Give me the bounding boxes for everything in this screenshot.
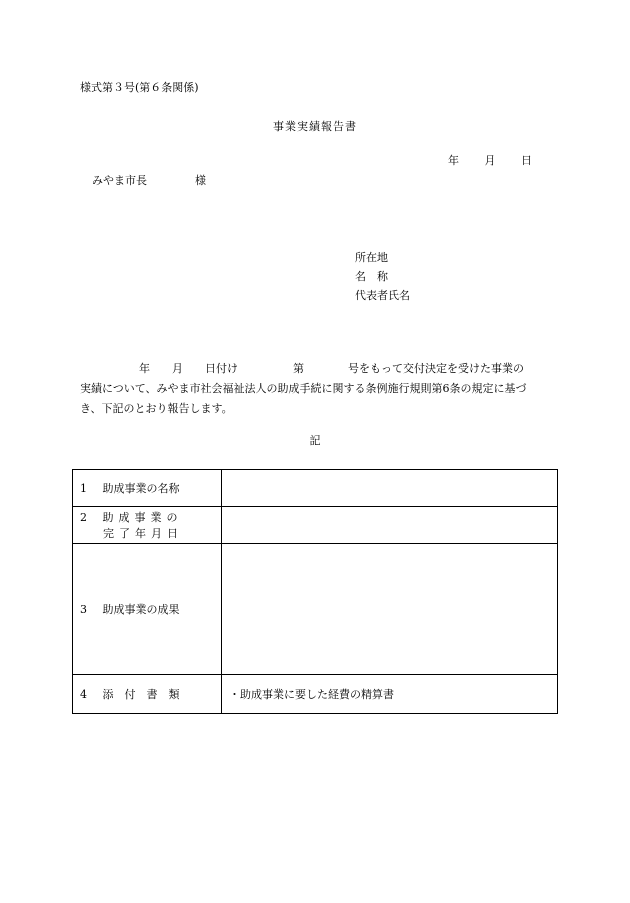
form-number: 様式第３号(第６条関係) bbox=[80, 81, 199, 94]
row-number: 4 bbox=[80, 688, 87, 701]
representative-label: 代表者氏名 bbox=[355, 289, 410, 302]
body-text bbox=[80, 359, 558, 419]
table-row bbox=[73, 544, 558, 675]
table-row bbox=[73, 470, 558, 507]
table-row bbox=[73, 507, 558, 544]
name-label: 名 称 bbox=[355, 270, 388, 283]
row-value bbox=[222, 507, 558, 544]
body-line-2: 実績について、みやま市社会福祉法人の助成手続に関する条例施行規則第6条の規定に基づ bbox=[80, 382, 527, 395]
address-label: 所在地 bbox=[355, 251, 388, 264]
recipient bbox=[92, 174, 206, 188]
row-label bbox=[73, 675, 222, 714]
table-row bbox=[73, 675, 558, 714]
row-number: 1 bbox=[80, 482, 87, 495]
applicant-block bbox=[355, 248, 410, 305]
row-value bbox=[222, 470, 558, 507]
row-number: 2 bbox=[80, 511, 87, 524]
row-label-text: 助成事業の名称 bbox=[102, 482, 180, 495]
row-label-text: 助成事業の bbox=[102, 511, 183, 524]
row-number: 3 bbox=[80, 603, 87, 616]
row-label-text: 添 付 書 類 bbox=[102, 688, 180, 701]
row-label-text: 助成事業の成果 bbox=[102, 603, 180, 616]
recipient-name: みやま市長 bbox=[92, 174, 147, 187]
row-value bbox=[222, 544, 558, 675]
row-label bbox=[73, 544, 222, 675]
date-month-label: 月 bbox=[484, 154, 496, 167]
recipient-honorific: 様 bbox=[195, 174, 206, 187]
date-day-label: 日 bbox=[521, 154, 532, 167]
body-line-3: き、下記のとおり報告します。 bbox=[80, 402, 233, 415]
document-title: 事業実績報告書 bbox=[273, 120, 357, 133]
report-table bbox=[72, 469, 558, 714]
date-line bbox=[448, 154, 554, 168]
body-line-1: 年 月 日付け 第 号をもって交付決定を受けた事業の bbox=[139, 362, 524, 375]
row-value: ・助成事業に要した経費の精算書 bbox=[222, 675, 558, 714]
row-label-text-2: 完了年月日 bbox=[103, 527, 183, 540]
ki-heading: 記 bbox=[309, 434, 321, 447]
date-year-label: 年 bbox=[448, 154, 459, 167]
row-label bbox=[73, 470, 222, 507]
row-label bbox=[73, 507, 222, 544]
